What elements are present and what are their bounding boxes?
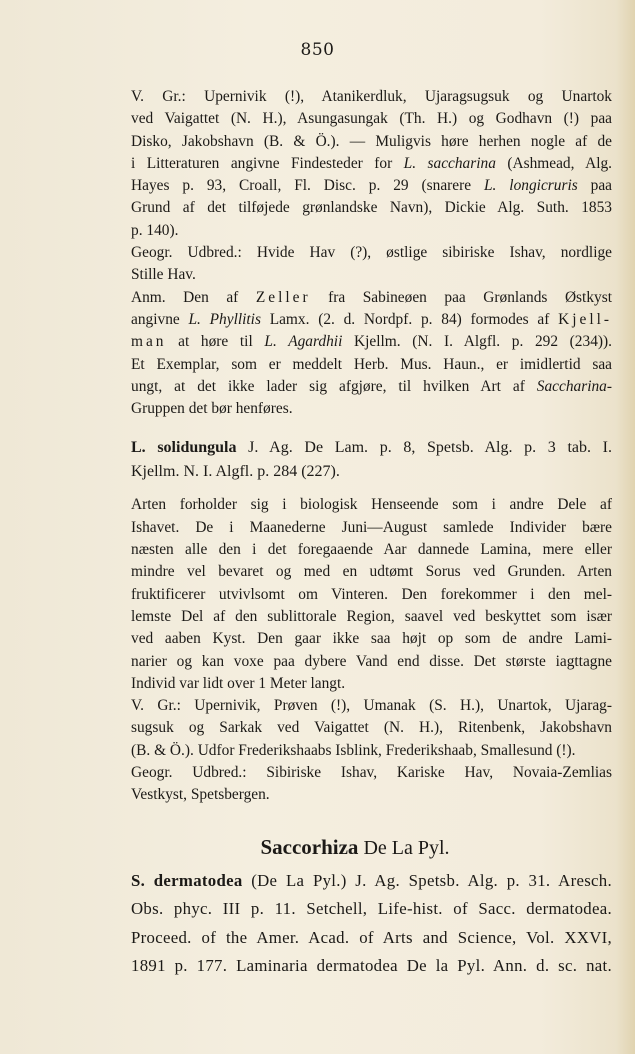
text-line: Vestkyst, Spetsbergen.: [131, 786, 270, 804]
text-line: mindre vel bevaret og med en udtømt Sorus ved Grunden. Arten: [131, 563, 612, 581]
author-name: man: [131, 333, 167, 351]
text-line: ungt, at det ikke lader sig afgjøre, til hvilken Art af Saccharina-: [131, 377, 612, 395]
text-line: Et Exemplar, som er meddelt Herb. Mus. Haun., er imidlertid saa: [131, 355, 612, 373]
text-line: Hayes p. 93, Croall, Fl. Disc. p. 29 (snarere L. longicruris paa: [131, 177, 612, 195]
paragraph-annotation: [98, 287, 612, 421]
page-number: 850: [300, 40, 335, 60]
text-line: angivne L. Phyllitis Lamx. (2. d. Nordpf. p. 84) formodes af Kjell-: [131, 310, 613, 328]
text-line: Individ var lidt over 1 Meter langt.: [131, 674, 346, 692]
text-line: Geogr. Udbred.: Sibiriske Ishav, Kariske Hav, Novaia-Zemlias: [131, 764, 612, 782]
text-line: 1891 p. 177. Laminaria dermatodea De la Pyl. Ann. d. sc. nat.: [131, 956, 612, 976]
text-line: fruktificerer utvivlsomt om Vinteren. Den forekommer i den mel-: [131, 585, 612, 603]
text-line: Obs. phyc. III p. 11. Setchell, Life-hist. of Sacc. dermatodea.: [131, 899, 612, 919]
paragraph-distribution-greenland: [98, 86, 612, 242]
text-line: sugsuk og Sarkak ved Vaigattet (N. H.), Ritenbenk, Jakobshavn: [131, 719, 612, 737]
text-line: narier og kan voxe paa dybere Vand end disse. Det største iagttagne: [131, 652, 612, 670]
text-line: V. Gr.: Upernivik, Prøven (!), Umanak (S. H.), Unartok, Ujarag-: [131, 697, 612, 715]
text-line: Anm. Den af Zeller fra Sabineøen paa Grønlands Østkyst: [131, 288, 612, 306]
page-body: [98, 86, 612, 981]
text-line: S. dermatodea (De La Pyl.) J. Ag. Spetsb. Alg. p. 31. Aresch.: [131, 870, 612, 890]
text-line: lemste Del af den sublittorale Region, saavel ved beskyttet som især: [131, 607, 612, 625]
species-name: L. longicruris: [483, 177, 578, 195]
text-line: i Litteraturen angivne Findesteder for L. saccharina (Ashmead, Alg.: [131, 154, 613, 172]
author-name: Zeller: [255, 288, 311, 306]
text-line: Gruppen det bør henføres.: [131, 400, 293, 418]
text-line: (B. & Ö.). Udfor Frederikshaabs Isblink, Frederikshaab, Smallesund (!).: [131, 741, 576, 759]
species-name: L. saccharina: [403, 154, 496, 172]
text-line: V. Gr.: Upernivik (!), Atanikerdluk, Ujaragsugsuk og Unartok: [131, 88, 612, 105]
genus-author: De La Pyl.: [358, 836, 450, 859]
text-line: Proceed. of the Amer. Acad. of Arts and Science, Vol. XXVI,: [131, 927, 612, 947]
species-name: L. Agardhii: [264, 333, 343, 351]
text-line: L. solidungula J. Ag. De Lam. p. 8, Spetsb. Alg. p. 3 tab. I.: [131, 439, 613, 457]
text-line: ved aaben Kyst. Den gaar ikke saa højt op som de andre Lami-: [131, 630, 612, 648]
text-line: Stille Hav.: [131, 266, 196, 284]
text-line: Disko, Jakobshavn (B. & Ö.). — Muligvis høre herhen nogle af de: [131, 132, 612, 150]
text-line: næsten alle den i det foregaaende Aar dannede Lamina, mere eller: [131, 541, 612, 559]
text-line: Grund af det tilføjede grønlandske Navn), Dickie Alg. Suth. 1853: [131, 199, 612, 217]
text-line: Arten forholder sig i biologisk Henseende som i andre Dele af: [131, 496, 612, 514]
text-line: p. 140).: [131, 221, 179, 239]
paragraph-geographic-range-2: [98, 762, 612, 807]
species-heading: L. solidungula: [131, 439, 237, 457]
species-heading: S. dermatodea: [131, 870, 243, 890]
text-line: man at høre til L. Agardhii Kjellm. (N. I. Algfl. p. 292 (234)).: [131, 333, 612, 351]
text-line: Kjellm. N. I. Algfl. p. 284 (227).: [131, 462, 340, 480]
paragraph-biology: [98, 494, 612, 695]
genus-name: Saccorhiza: [260, 834, 359, 859]
genus-heading: [98, 834, 612, 861]
text-line: ved Vaigattet (N. H.), Asungasungak (Th. H.) og Godhavn (!) paa: [131, 110, 612, 128]
author-name: Kjell-: [558, 310, 613, 328]
text-line: Ishavet. De i Maanederne Juni—August samlede Individer bære: [131, 518, 612, 536]
species-entry-dermatodea: [98, 867, 612, 981]
species-name: L. Phyllitis: [188, 310, 261, 328]
species-entry-solidungula: [98, 436, 612, 483]
paragraph-distribution-west-greenland: [98, 695, 612, 762]
paragraph-geographic-range: [98, 242, 612, 287]
group-name: Saccharina-: [536, 377, 612, 395]
text-line: Geogr. Udbred.: Hvide Hav (?), østlige sibiriske Ishav, nordlige: [131, 244, 612, 262]
